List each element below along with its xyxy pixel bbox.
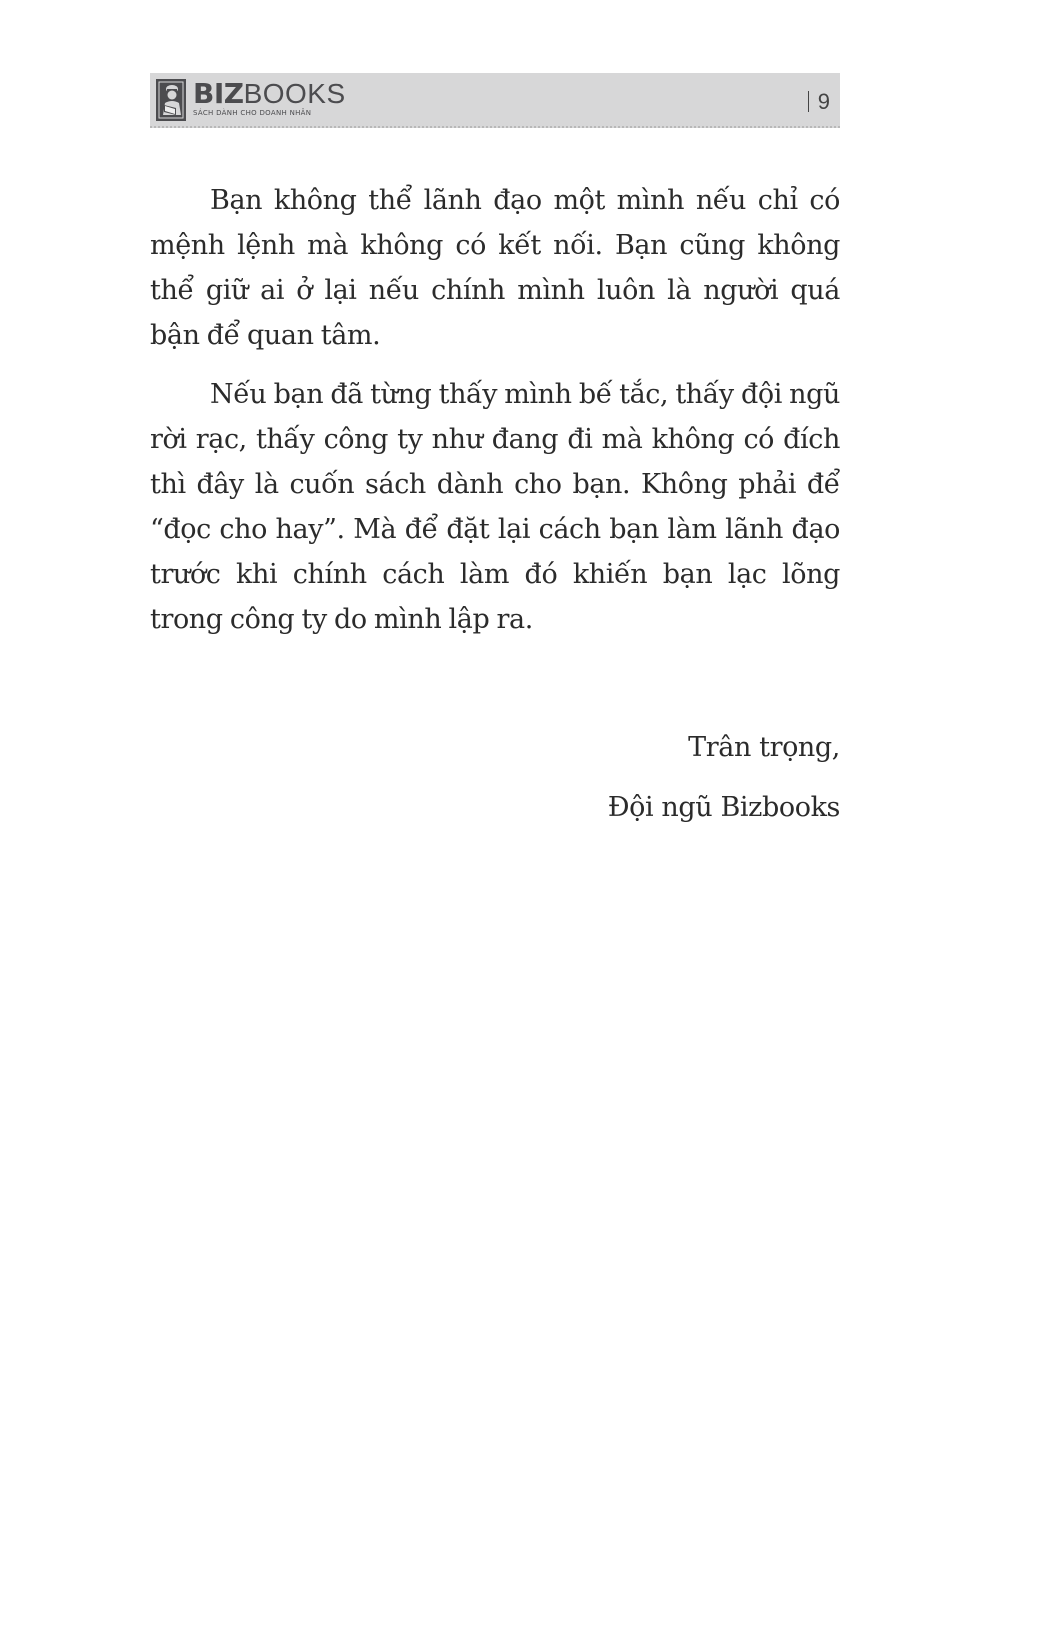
brand-name-bold: BIZ [193, 77, 244, 110]
page-number-divider [808, 91, 809, 112]
paragraph-2: Nếu bạn đã từng thấy mình bế tắc, thấy đội ngũ rời rạc, thấy công ty như đang đi mà không có đích thì đây là cuốn sách dành cho bạn. Không phải để “đọc cho hay”. Mà để đặt lại cách bạn làm lãnh đạo trước khi chính cách làm đó khiến bạn lạc lõng trong công ty do mình lập ra. [150, 379, 840, 635]
brand-tagline: SÁCH DÀNH CHO DOANH NHÂN [193, 109, 312, 117]
page-number [808, 90, 830, 114]
letter-closing [608, 718, 840, 838]
body-text [150, 178, 840, 656]
page-number-value: 9 [817, 89, 830, 114]
page-header [150, 73, 840, 128]
bizbooks-logo [156, 79, 346, 123]
brand-name-light: BOOKS [243, 78, 346, 109]
signature: Đội ngũ Bizbooks [607, 792, 840, 823]
brand-name [193, 79, 346, 109]
closing-salutation: Trân trọng, [688, 732, 840, 763]
reading-man-icon [156, 79, 186, 121]
paragraph-1: Bạn không thể lãnh đạo một mình nếu chỉ có mệnh lệnh mà không có kết nối. Bạn cũng không thể giữ ai ở lại nếu chính mình luôn là người quá bận để quan tâm. [150, 185, 840, 351]
